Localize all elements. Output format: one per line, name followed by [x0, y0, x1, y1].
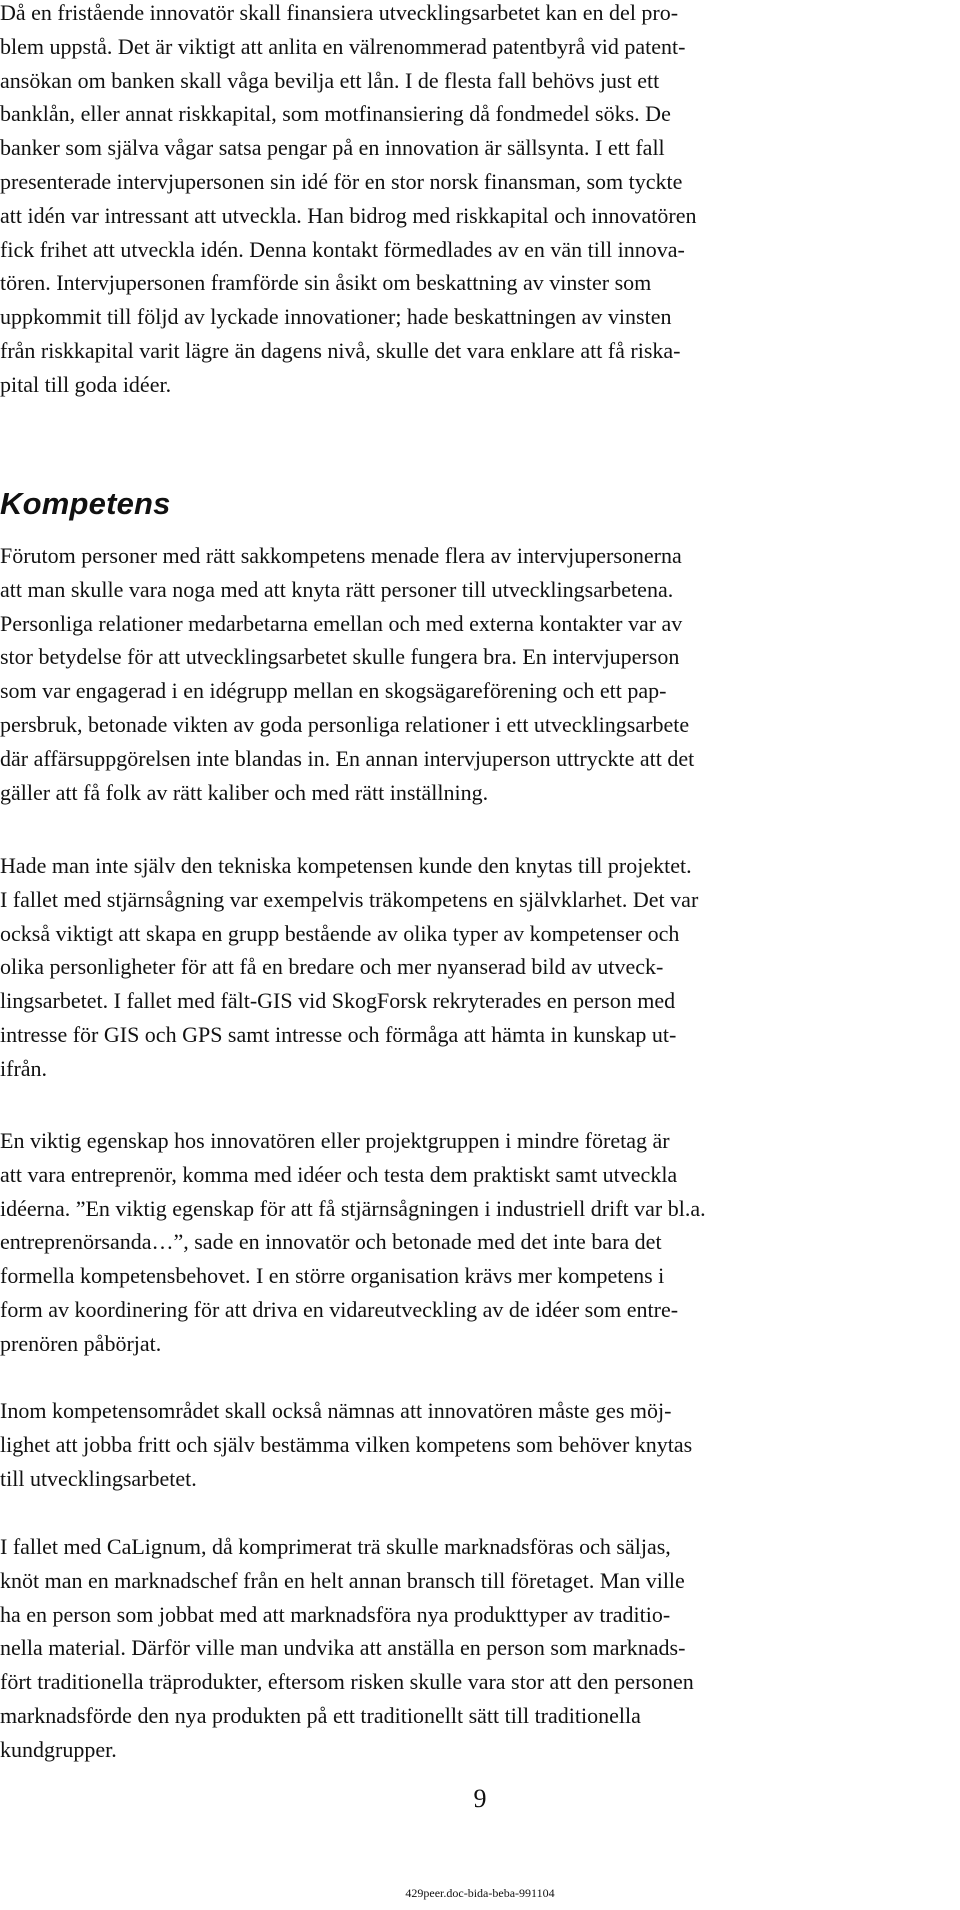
- footer-document-code: 429peer.doc-bida-beba-991104: [405, 1886, 555, 1900]
- text-line: banker som själva vågar satsa pengar på en innovation är sällsynta. I ett fall: [0, 135, 665, 161]
- text-line: intresse för GIS och GPS samt intresse och förmåga att hämta in kunskap ut-: [0, 1021, 677, 1047]
- paragraph-competence-2: [0, 849, 960, 1086]
- text-line: att man skulle vara noga med att knyta rätt personer till utvecklingsarbetena.: [0, 576, 674, 602]
- text-line: banklån, eller annat riskkapital, som motfinansiering då fondmedel söks. De: [0, 101, 671, 127]
- text-line: Förutom personer med rätt sakkompetens menade flera av intervjupersonerna: [0, 543, 682, 568]
- paragraph-intro: [0, 0, 960, 402]
- paragraph-competence-3: [0, 1124, 960, 1361]
- text-line: Hade man inte själv den tekniska kompetensen kunde den knytas till projektet.: [0, 853, 692, 878]
- text-line: En viktig egenskap hos innovatören eller projektgruppen i mindre företag är: [0, 1128, 670, 1153]
- text-line: lighet att jobba fritt och själv bestämma vilken kompetens som behöver knytas: [0, 1431, 693, 1457]
- text-line: där affärsuppgörelsen inte blandas in. En annan intervjuperson uttryckte att det: [0, 745, 695, 771]
- text-line: pital till goda idéer.: [0, 371, 172, 397]
- text-line: knöt man en marknadschef från en helt annan bransch till företaget. Man ville: [0, 1567, 685, 1593]
- text-line: Inom kompetensområdet skall också nämnas att innovatören måste ges möj-: [0, 1398, 672, 1423]
- paragraph-competence-5: [0, 1530, 960, 1767]
- text-line: blem uppstå. Det är viktigt att anlita en välrenommerad patentbyrå vid patent-: [0, 33, 686, 59]
- text-line: Då en fristående innovatör skall finansiera utvecklingsarbetet kan en del pro-: [0, 0, 679, 25]
- text-line: att idén var intressant att utveckla. Han bidrog med riskkapital och innovatören: [0, 202, 697, 228]
- text-line: entreprenörsanda…”, sade en innovatör och betonade med det inte bara det: [0, 1229, 662, 1255]
- text-line: I fallet med CaLignum, då komprimerat trä skulle marknadsföras och säljas,: [0, 1534, 671, 1559]
- text-line: idéerna. ”En viktig egenskap för att få stjärnsågningen i industriell drift var bl.a.: [0, 1195, 706, 1221]
- paragraph-competence-4: [0, 1394, 960, 1495]
- text-line: gäller att få folk av rätt kaliber och med rätt inställning.: [0, 779, 489, 805]
- text-line: lingsarbetet. I fallet med fält-GIS vid SkogForsk rekryterades en person med: [0, 988, 676, 1014]
- text-line: ansökan om banken skall våga bevilja ett lån. I de flesta fall behövs just ett: [0, 67, 660, 93]
- text-line: prenören påbörjat.: [0, 1330, 162, 1356]
- text-line: Personliga relationer medarbetarna emellan och med externa kontakter var av: [0, 610, 683, 636]
- text-line: att vara entreprenör, komma med idéer och testa dem praktiskt samt utveckla: [0, 1161, 678, 1187]
- text-line: marknadsförde den nya produkten på ett traditionellt sätt till traditionella: [0, 1702, 641, 1728]
- text-line: till utvecklingsarbetet.: [0, 1465, 197, 1491]
- text-line: kundgrupper.: [0, 1736, 117, 1762]
- text-line: olika personligheter för att få en bredare och mer nyanserad bild av utveck-: [0, 954, 664, 980]
- text-line: I fallet med stjärnsågning var exempelvis träkompetens en självklarhet. Det var: [0, 886, 699, 912]
- text-line: ha en person som jobbat med att marknadsföra nya produkttyper av traditio-: [0, 1601, 671, 1627]
- text-line: persbruk, betonade vikten av goda personliga relationer i ett utvecklingsarbete: [0, 711, 690, 737]
- page-number: 9: [473, 1784, 487, 1813]
- text-line: som var engagerad i en idégrupp mellan en skogsägareförening och ett pap-: [0, 678, 667, 704]
- text-line: presenterade intervjupersonen sin idé för en stor norsk finansman, som tyckte: [0, 168, 683, 194]
- text-line: uppkommit till följd av lyckade innovationer; hade beskattningen av vinsten: [0, 304, 672, 330]
- text-line: också viktigt att skapa en grupp bestående av olika typer av kompetenser och: [0, 920, 680, 946]
- text-line: ifrån.: [0, 1055, 48, 1081]
- text-line: form av koordinering för att driva en vidareutveckling av de idéer som entre-: [0, 1296, 679, 1322]
- text-line: fick frihet att utveckla idén. Denna kontakt förmedlades av en vän till innova-: [0, 236, 685, 262]
- text-line: stor betydelse för att utvecklingsarbetet skulle fungera bra. En intervjuperson: [0, 644, 680, 670]
- paragraph-competence-1: [0, 539, 960, 809]
- text-line: från riskkapital varit lägre än dagens nivå, skulle det vara enklare att få riska-: [0, 337, 681, 363]
- section-heading: Kompetens: [0, 486, 171, 521]
- text-line: formella kompetensbehovet. I en större organisation krävs mer kompetens i: [0, 1263, 665, 1289]
- text-line: fört traditionella träprodukter, eftersom risken skulle vara stor att den personen: [0, 1669, 694, 1695]
- text-line: nella material. Därför ville man undvika att anställa en person som marknads-: [0, 1635, 686, 1661]
- text-line: tören. Intervjupersonen framförde sin åsikt om beskattning av vinster som: [0, 270, 652, 296]
